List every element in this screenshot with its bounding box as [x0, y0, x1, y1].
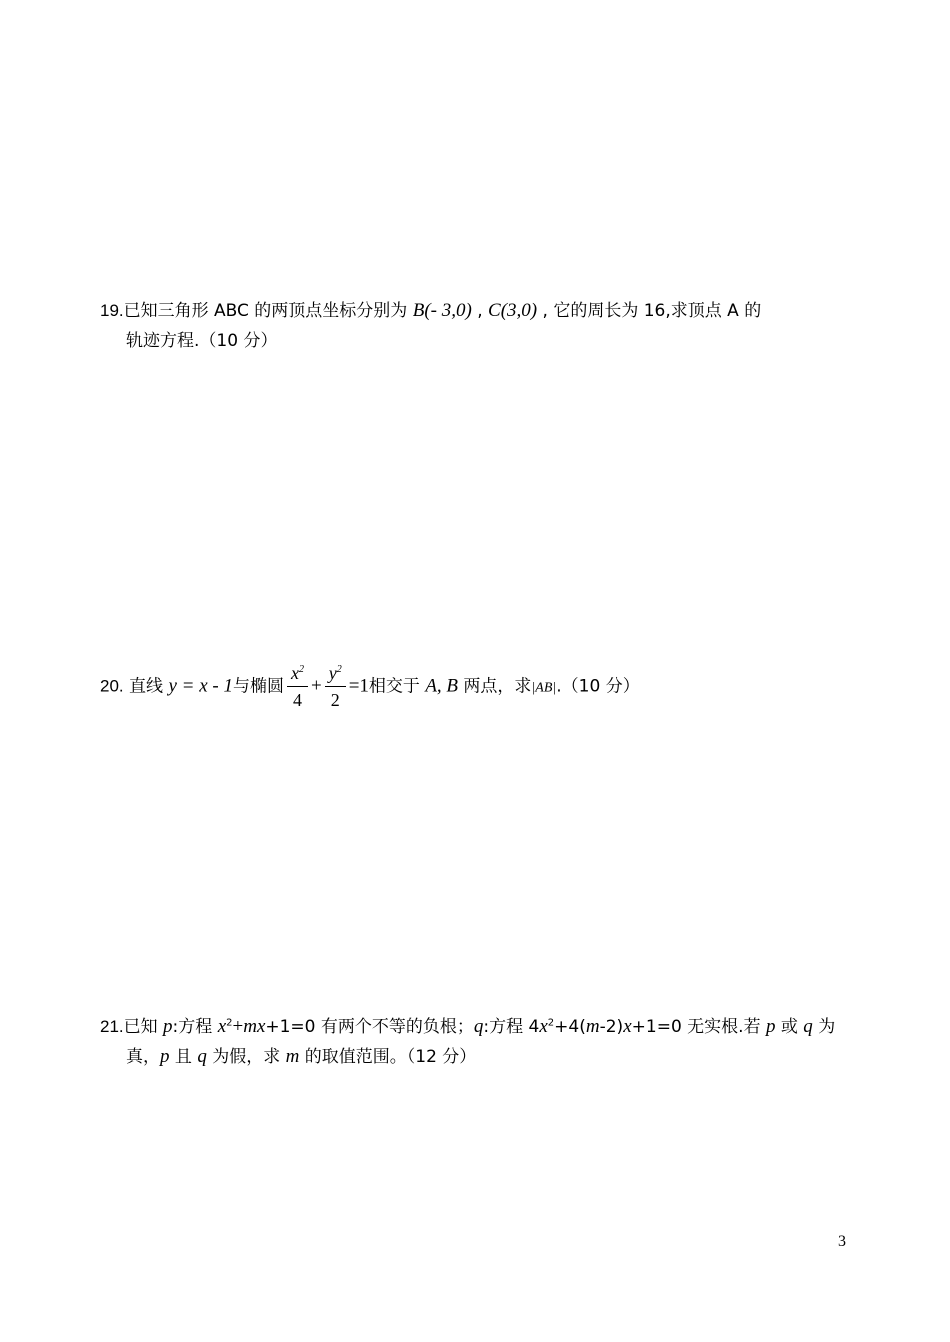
points-ab: A, B [425, 675, 459, 697]
var-m-2: m [285, 1046, 300, 1067]
problem-20 [100, 660, 860, 713]
p21-l2-text-b: 且 [169, 1047, 198, 1067]
p21-l2-text-a: 真， [126, 1047, 160, 1067]
frac1-sup: 2 [298, 664, 304, 675]
var-x: x [217, 1016, 227, 1037]
p21-text-j: 为 [812, 1017, 836, 1037]
fraction-x2-over-4 [287, 660, 308, 713]
problem-20-number: 20. [100, 676, 124, 696]
problem-20-text-b: 与椭圆 [232, 676, 284, 697]
sup-2b: 2 [547, 1017, 555, 1029]
problem-19-text-c: 轨迹方程.（10 分） [126, 331, 278, 351]
p21-text-e: :方程 4 [483, 1017, 540, 1037]
var-mx: mx [243, 1016, 266, 1037]
p21-text-i: 或 [775, 1017, 804, 1037]
fraction-y2-over-2 [325, 660, 346, 713]
frac2-numerator [325, 660, 346, 687]
var-m: m [585, 1016, 600, 1037]
problem-21-line-1 [100, 1012, 860, 1042]
problem-21 [100, 1012, 860, 1072]
p21-text-d: +1=0 有两个不等的负根； [265, 1017, 474, 1037]
frac1-var: x [290, 663, 299, 683]
var-p-3: p [160, 1046, 170, 1067]
frac2-denominator: 2 [330, 690, 340, 710]
var-q-2: q [803, 1016, 813, 1037]
point-c: C(3,0) [488, 300, 538, 321]
problem-21-number: 21. [100, 1017, 124, 1036]
equals-one: =1 [348, 675, 369, 697]
problem-19-text-b: , 它的周长为 16,求顶点 A 的 [537, 301, 762, 321]
separator: , [471, 301, 489, 321]
problem-19 [100, 296, 860, 356]
problem-19-line-2 [100, 326, 860, 356]
problem-20-text-e: .（10 分） [556, 676, 640, 697]
point-b: B(- 3,0) [412, 300, 472, 321]
p21-text-a: 已知 [123, 1017, 164, 1037]
problem-19-text-a: 已知三角形 ABC 的两顶点坐标分别为 [123, 301, 413, 321]
frac2-sup: 2 [336, 664, 342, 675]
frac1-numerator [287, 660, 308, 687]
p21-l2-text-c: 为假，求 [206, 1047, 286, 1067]
problem-19-line-1 [100, 296, 860, 326]
abs-ab: |AB| [531, 680, 557, 696]
var-x-2: x [539, 1016, 548, 1037]
problem-20-text-d: 两点，求 [458, 676, 532, 697]
frac2-var: y [328, 663, 337, 683]
p21-text-g: -2) [599, 1017, 624, 1037]
p21-text-h: +1=0 无实根.若 [631, 1017, 766, 1037]
plus-sign: + [310, 675, 322, 697]
p21-l2-text-d: 的取值范围。（12 分） [299, 1047, 477, 1067]
line-equation: y = x - 1 [168, 675, 233, 697]
problem-20-line-1 [100, 660, 860, 713]
p21-text-b: :方程 [172, 1017, 218, 1037]
p21-text-f: +4( [554, 1017, 586, 1037]
problem-20-text-a: 直线 [129, 676, 169, 697]
var-p-2: p [765, 1016, 776, 1037]
problem-21-line-2 [100, 1042, 860, 1072]
problem-19-number: 19. [100, 301, 124, 320]
problem-20-text-c: 相交于 [368, 676, 426, 697]
var-q: q [473, 1016, 484, 1037]
frac1-denominator: 4 [292, 690, 302, 710]
page-number: 3 [838, 1233, 846, 1250]
var-x-3: x [623, 1016, 632, 1037]
var-q-3: q [197, 1046, 207, 1067]
p21-plus: + [232, 1016, 244, 1037]
sup-2: 2 [226, 1017, 233, 1029]
var-p: p [163, 1016, 173, 1037]
